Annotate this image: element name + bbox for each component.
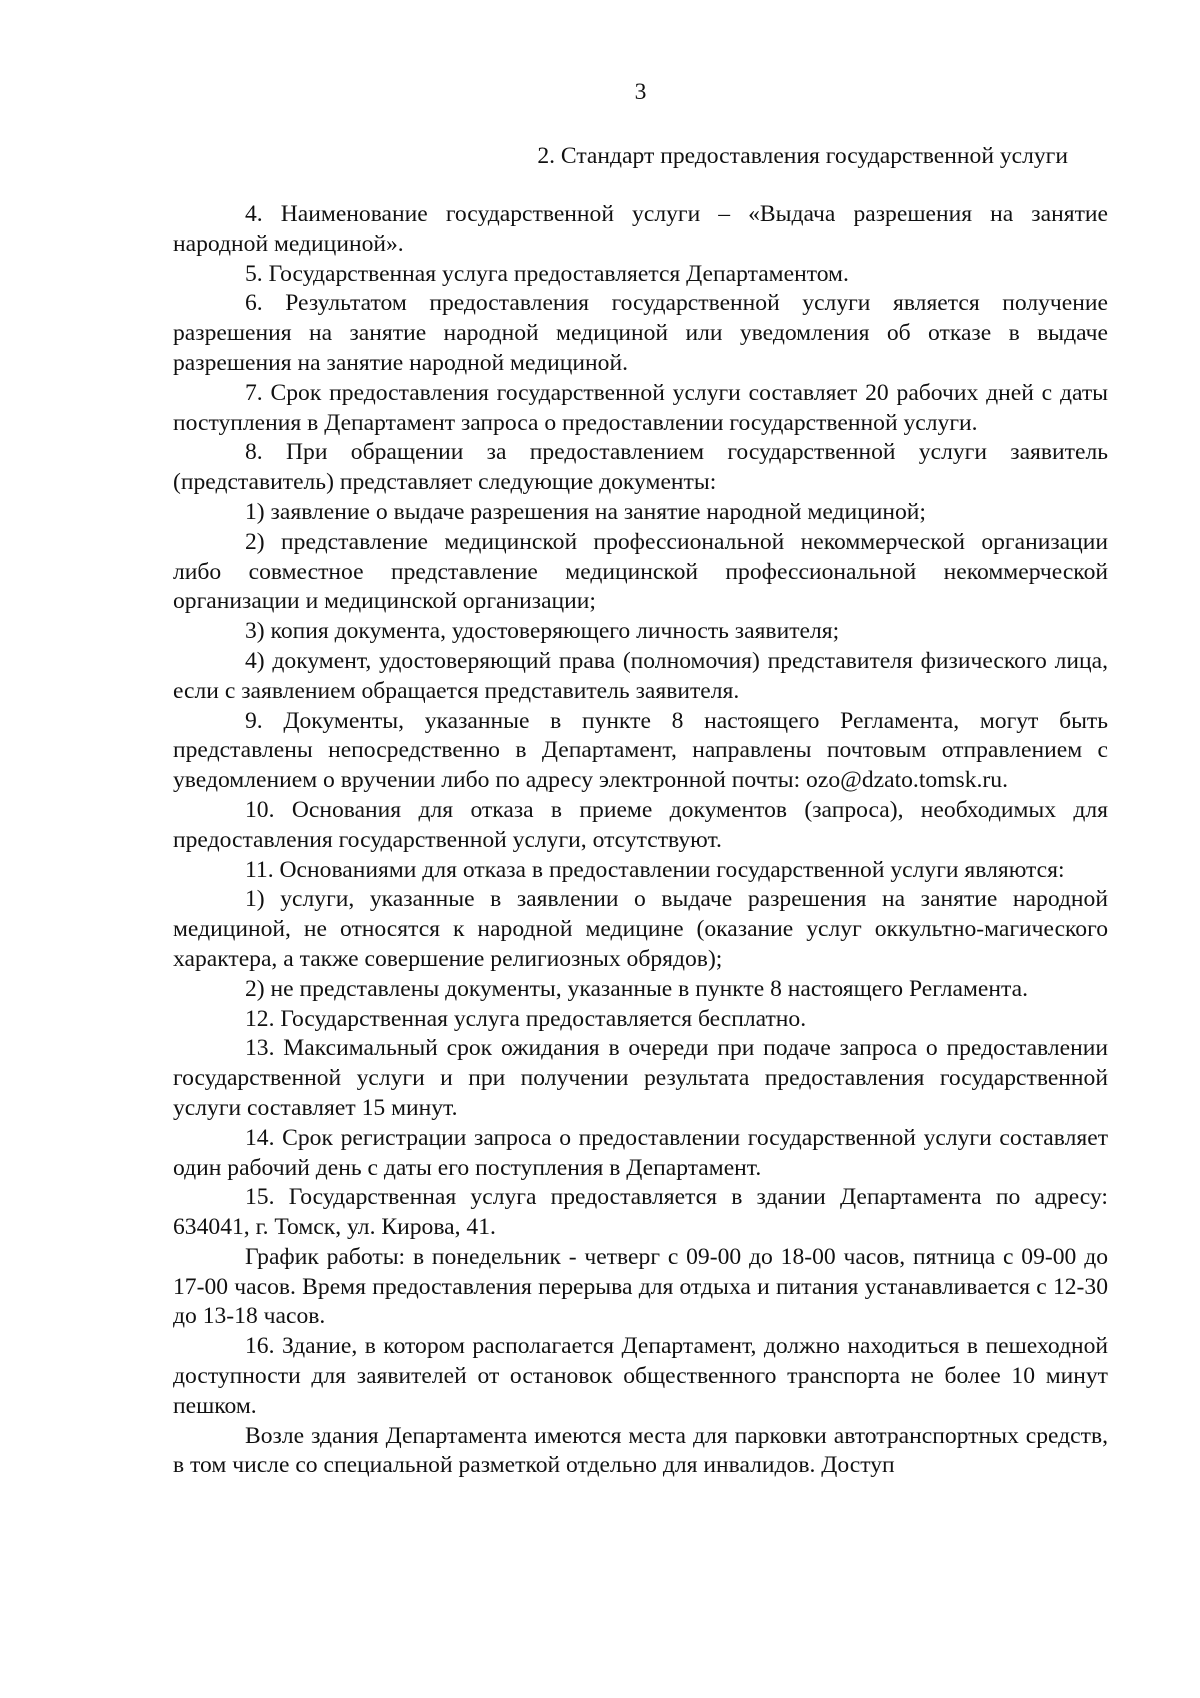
paragraph-item-8: 8. При обращении за предоставлением государственной услуги заявитель (представитель) представляет следующие документы: bbox=[173, 439, 1108, 496]
paragraph-item-15: 15. Государственная услуга предоставляется в здании Департамента по адресу: 634041, г. Томск, ул. Кирова, 41. bbox=[173, 1184, 1108, 1241]
paragraph-item-13: 13. Максимальный срок ожидания в очереди при подаче запроса о предоставлении государственной услуги и при получении результата предоставления государственной услуги составляет 15 минут. bbox=[173, 1035, 1108, 1121]
paragraph-schedule: График работы: в понедельник - четверг с 09-00 до 18-00 часов, пятница с 09-00 до 17-00 часов. Время предоставления перерыва для отдыха и питания устанавливается с 12-30 до 13-18 часов. bbox=[173, 1243, 1108, 1330]
paragraph-parking: Возле здания Департамента имеются места для парковки автотранспортных средств, в том числе со специальной разметкой отдельно для инвалидов. Доступ bbox=[173, 1422, 1108, 1479]
paragraph-item-16: 16. Здание, в котором располагается Департамент, должно находиться в пешеходной доступности для заявителей от остановок общественного транспорта не более 10 минут пешком. bbox=[173, 1333, 1108, 1419]
paragraph-item-10: 10. Основания для отказа в приеме документов (запроса), необходимых для предоставления государственной услуги, отсутствуют. bbox=[173, 796, 1108, 853]
section-title-text: 2. Стандарт предоставления государственной услуги bbox=[537, 143, 1068, 169]
paragraph-item-12: 12. Государственная услуга предоставляется бесплатно. bbox=[245, 1005, 807, 1032]
paragraph-subitem-8-3: 3) копия документа, удостоверяющего личность заявителя; bbox=[245, 618, 840, 645]
paragraph-item-6: 6. Результатом предоставления государственной услуги является получение разрешения на занятие народной медициной или уведомления об отказе в выдаче разрешения на занятие народной медициной. bbox=[173, 290, 1108, 376]
document-body bbox=[173, 200, 1108, 1481]
paragraph-subitem-11-1: 1) услуги, указанные в заявлении о выдаче разрешения на занятие народной медициной, не относятся к народной медицине (оказание услуг оккультно-магического характера, а также совершение религиозных обрядов); bbox=[173, 886, 1108, 972]
paragraph-item-9: 9. Документы, указанные в пункте 8 настоящего Регламента, могут быть представлены непосредственно в Департамент, направлены почтовым отправлением с уведомлением о вручении либо по адресу электронной почты: ozo@dzato.tomsk.ru. bbox=[173, 707, 1108, 794]
paragraph-item-5: 5. Государственная услуга предоставляется Департаментом. bbox=[245, 260, 849, 287]
paragraph-item-14: 14. Срок регистрации запроса о предоставлении государственной услуги составляет один рабочий день с даты его поступления в Департамент. bbox=[173, 1124, 1108, 1181]
paragraph-item-7: 7. Срок предоставления государственной услуги составляет 20 рабочих дней с даты поступления в Департамент запроса о предоставлении государственной услуги. bbox=[173, 379, 1108, 436]
page-number: 3 bbox=[634, 79, 647, 105]
paragraph-subitem-8-4: 4) документ, удостоверяющий права (полномочия) представителя физического лица, если с заявлением обращается представитель заявителя. bbox=[173, 647, 1108, 704]
paragraph-subitem-8-1: 1) заявление о выдаче разрешения на занятие народной медициной; bbox=[245, 498, 926, 525]
paragraph-subitem-11-2: 2) не представлены документы, указанные в пункте 8 настоящего Регламента. bbox=[245, 975, 1028, 1002]
section-title bbox=[173, 142, 1108, 172]
paragraph-item-4: 4. Наименование государственной услуги – «Выдача разрешения на занятие народной медициной». bbox=[173, 201, 1108, 257]
paragraph-item-11: 11. Основаниями для отказа в предоставлении государственной услуги являются: bbox=[245, 856, 1065, 883]
paragraph-subitem-8-2: 2) представление медицинской профессиональной некоммерческой организации либо совместное представление медицинской профессиональной некоммерческой организации и медицинской организации; bbox=[173, 528, 1108, 615]
